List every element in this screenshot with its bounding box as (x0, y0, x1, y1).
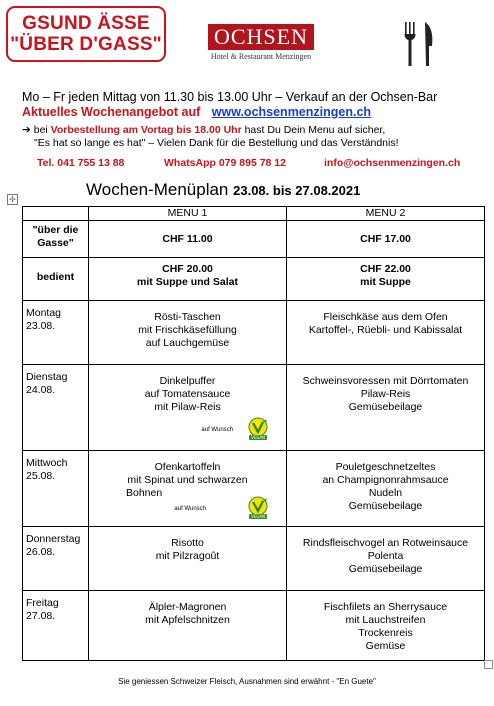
day-cell (23, 451, 89, 527)
ochsen-logo (196, 24, 326, 61)
table-header-row (23, 207, 485, 221)
whatsapp-number: WhatsApp 079 895 78 12 (164, 157, 286, 169)
day-name: Mittwoch (26, 457, 68, 469)
dish-line: Ofenkartoffeln (154, 461, 221, 473)
dish-line: Polenta (367, 550, 404, 562)
dish-line: Gemüsebeilage (348, 563, 423, 575)
dish-line: Kartoffel-, Rüebli- und Kabissalat (308, 324, 463, 336)
vegan-icon (248, 417, 268, 441)
price-row-takeaway (23, 221, 485, 258)
dish-line: Pouletgeschnetzeltes (335, 461, 436, 473)
dish-line: mit Spinat und schwarzen (127, 474, 248, 486)
day-cell (23, 527, 89, 591)
day-row-thursday (23, 527, 485, 591)
stamp-logo (6, 6, 166, 62)
title-main: Wochen-Menüplan (86, 180, 229, 199)
fork-knife-icon (401, 20, 437, 68)
day-row-monday (23, 301, 485, 365)
takeaway-price-menu-2: CHF 17.00 (287, 221, 485, 258)
opening-hours: Mo – Fr jeden Mittag von 11.30 bis 13.00 Uhr – Verkauf an der Ochsen-Bar (22, 90, 438, 104)
dish-line: Gemüsebeilage (348, 401, 423, 413)
day-date: 27.08. (26, 610, 56, 622)
menu-2-dish (287, 527, 485, 591)
vegan-note: auf Wunsch (201, 427, 233, 433)
header-empty (23, 207, 89, 221)
table-resize-handle[interactable] (484, 660, 493, 669)
dish-line: an Champignonrahmsauce (322, 474, 449, 486)
menu-2-dish (287, 301, 485, 365)
vegan-icon (248, 496, 268, 520)
dish-line: mit Apfelschnitzen (145, 614, 230, 626)
served-price-menu-2 (287, 258, 485, 301)
dish-line: Risotto (171, 537, 204, 549)
vegan-note: auf Wunsch (174, 506, 206, 512)
preorder-line (22, 124, 385, 136)
served-extra-2: mit Suppe (360, 276, 411, 288)
logo-subtitle: Hotel & Restaurant Menzingen (210, 52, 312, 61)
served-price-menu-1 (89, 258, 287, 301)
website-link[interactable]: www.ochsenmenzingen.ch (211, 105, 372, 119)
preorder-text-2: hast Du Dein Menu auf sicher, (244, 124, 386, 136)
menu-1-dish (89, 591, 287, 661)
dish-line: Trockenreis (358, 627, 413, 639)
dish-line: Gemüsebeilage (348, 500, 423, 512)
logo-name: OCHSEN (208, 24, 314, 50)
menu-table (22, 206, 485, 661)
day-date: 25.08. (26, 470, 56, 482)
served-label: bedient (23, 258, 89, 301)
weekly-offer-line (22, 105, 371, 119)
menu-2-dish (287, 451, 485, 527)
dish-line: Nudeln (368, 487, 403, 499)
header-menu-1: MENU 1 (89, 207, 287, 221)
dish-line: mit Lauchstreifen (345, 614, 426, 626)
header-menu-2: MENU 2 (287, 207, 485, 221)
page-title (86, 180, 360, 200)
dish-line: Älpler-Magronen (148, 601, 227, 613)
served-price-2: CHF 22.00 (360, 263, 411, 275)
day-date: 23.08. (26, 320, 56, 332)
dish-line: Fleischkäse aus dem Ofen (323, 311, 448, 323)
served-price-1: CHF 20.00 (162, 263, 213, 275)
day-cell (23, 301, 89, 365)
dish-line: Pilaw-Reis (360, 388, 411, 400)
phone-number: Tel. 041 755 13 88 (37, 157, 125, 169)
price-row-served (23, 258, 485, 301)
footer-note: Sie geniessen Schweizer Fleisch, Ausnahmen sind erwähnt - "En Guete" (118, 677, 376, 686)
day-date: 24.08. (26, 384, 56, 396)
dish-line: Bohnen (126, 487, 163, 499)
vegan-option (201, 417, 268, 441)
dish-line: auf Tomatensauce (144, 388, 231, 400)
menu-2-dish (287, 591, 485, 661)
menu-1-dish (89, 301, 287, 365)
dish-line: Rindsfleischvogel an Rotweinsauce (302, 537, 469, 549)
vegan-option (174, 496, 268, 520)
day-name: Freitag (26, 597, 59, 609)
preorder-note: "Es hat so lange es hat" – Vielen Dank für die Bestellung und das Verständnis! (34, 137, 399, 149)
day-name: Montag (26, 307, 62, 319)
email-link[interactable]: info@ochsenmenzingen.ch (324, 157, 461, 169)
day-cell (23, 591, 89, 661)
vegan-label: VEGAN (250, 514, 266, 520)
dish-line: auf Lauchgemüse (145, 337, 230, 349)
dish-line: Gemüse (365, 640, 406, 652)
menu-1-dish (89, 365, 287, 451)
menu-1-dish (89, 451, 287, 527)
dish-line: Dinkelpuffer (159, 375, 216, 387)
dish-line: mit Pilaw-Reis (154, 401, 221, 413)
offer-label: Aktuelles Wochenangebot auf (22, 105, 201, 119)
preorder-deadline: Vorbestellung am Vortag bis 18.00 Uhr (50, 124, 242, 136)
day-row-wednesday (23, 451, 485, 527)
stamp-line-1: GSUND ÄSSE (22, 13, 150, 34)
menu-2-dish (287, 365, 485, 451)
title-dates: 23.08. bis 27.08.2021 (233, 183, 361, 198)
dish-line: Rösti-Taschen (154, 311, 221, 323)
day-name: Dienstag (26, 371, 68, 383)
dish-line: mit Pilzragoût (155, 550, 220, 562)
menu-1-dish (89, 527, 287, 591)
day-name: Donnerstag (26, 533, 81, 545)
day-row-tuesday (23, 365, 485, 451)
arrow-icon: ➔ (22, 124, 31, 136)
table-move-handle-icon[interactable]: ✢ (7, 194, 18, 205)
dish-line: mit Frischkäsefüllung (138, 324, 237, 336)
dish-line: Schweinsvoressen mit Dörrtomaten (302, 375, 469, 387)
day-cell (23, 365, 89, 451)
vegan-label: VEGAN (250, 435, 266, 441)
stamp-line-2: "ÜBER D'GASS" (10, 34, 162, 55)
takeaway-price-menu-1: CHF 11.00 (89, 221, 287, 258)
takeaway-label: "über die Gasse" (23, 221, 89, 258)
dish-line: Fischfilets an Sherrysauce (323, 601, 448, 613)
served-extra-1: mit Suppe und Salat (137, 276, 238, 288)
day-date: 26.08. (26, 546, 56, 558)
day-row-friday (23, 591, 485, 661)
preorder-text-1: bei (33, 124, 48, 136)
